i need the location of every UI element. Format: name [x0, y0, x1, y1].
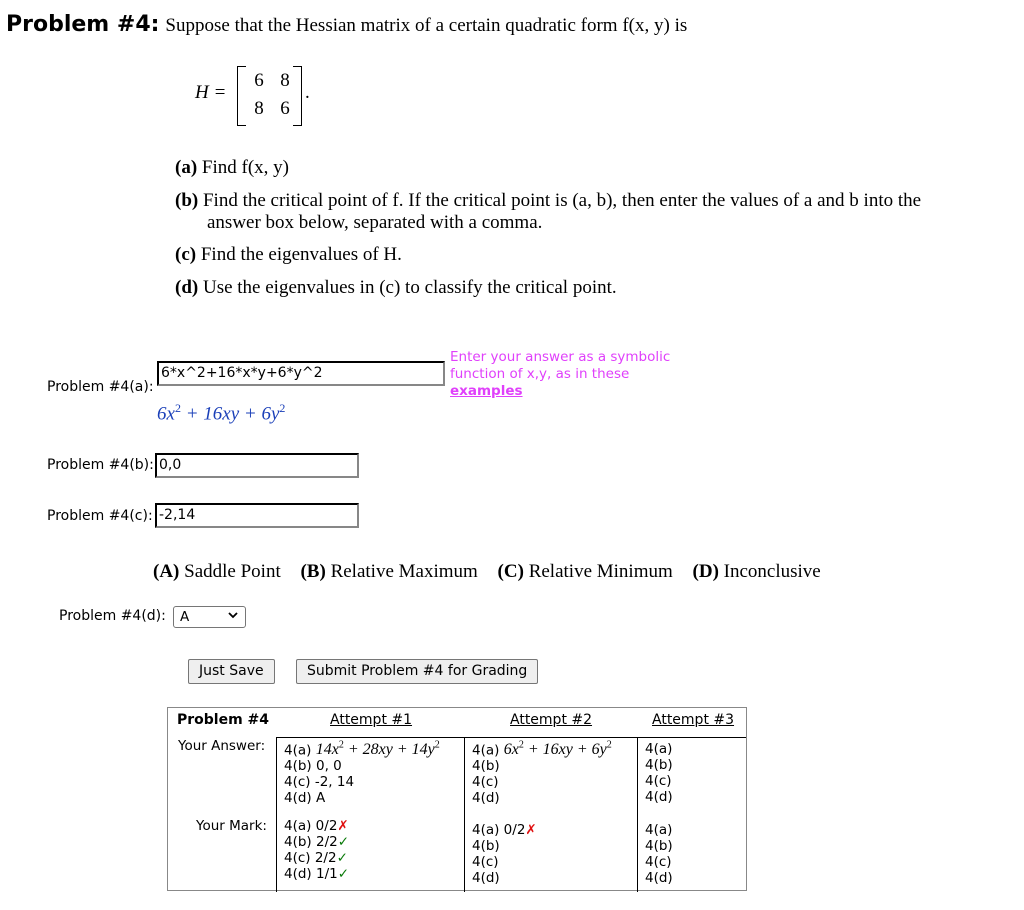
answer-a-preview: $6x^2 + 16xy + 6y^2$	[157, 401, 286, 425]
attempts-table-header: Problem #4	[177, 712, 270, 728]
wrong-icon: ✗	[525, 822, 537, 838]
examples-link[interactable]: examples	[450, 383, 523, 399]
problem-intro: Suppose that the Hessian matrix of a certain quadratic form f(x, y) is	[165, 15, 688, 36]
answer-b-label: Problem #4(b):	[47, 457, 154, 473]
attempt-2-marks: 4(a) 0/2✗ 4(b) 4(c) 4(d)	[472, 822, 537, 886]
check-icon: ✓	[337, 866, 350, 882]
attempt-1-answers: 4(a) $14x^2 + 28xy + 14y^2$ 4(b) 0, 0 4(c) -2, 14 4(d) A	[284, 740, 440, 807]
attempt-3-marks: 4(a) 4(b) 4(c) 4(d)	[645, 822, 673, 886]
matrix-cell: 6	[280, 98, 290, 119]
matrix-lhs: H =	[195, 82, 227, 103]
table-divider	[464, 738, 465, 892]
wrong-icon: ✗	[337, 818, 349, 834]
table-divider	[637, 738, 638, 892]
check-icon: ✓	[337, 834, 350, 850]
problem-number: Problem #4:	[6, 12, 160, 37]
matrix-cell: 6	[254, 70, 264, 91]
answer-d-select[interactable]: A	[173, 606, 246, 628]
answer-c-input[interactable]: -2,14	[155, 503, 359, 528]
matrix-cell: 8	[254, 98, 264, 119]
answer-c-label: Problem #4(c):	[47, 508, 153, 524]
answer-a-input[interactable]: 6*x^2+16*x*y+6*y^2	[157, 361, 445, 386]
your-mark-label: Your Mark:	[196, 818, 267, 834]
part-b: (b) Find the critical point of f. If the critical point is (a, b), then enter the values of a and b into the answer box below, separated with a comma.	[175, 190, 922, 233]
choice-b: (B) Relative Maximum	[300, 561, 478, 582]
matrix-left-bracket	[237, 66, 246, 126]
answer-d-label: Problem #4(d):	[59, 608, 166, 624]
attempt-1-link[interactable]: Attempt #1	[330, 712, 413, 728]
choice-d: (D) Inconclusive	[692, 561, 821, 582]
attempt-1-marks: 4(a) 0/2✗ 4(b) 2/2✓ 4(c) 2/2✓ 4(d) 1/1✓	[284, 818, 350, 882]
chevron-down-icon	[227, 608, 239, 626]
attempt-3-answers: 4(a) 4(b) 4(c) 4(d)	[645, 741, 673, 805]
choice-a: (A) Saddle Point	[153, 561, 281, 582]
answer-a-label: Problem #4(a):	[47, 379, 154, 395]
part-a: (a) Find f(x, y)	[175, 157, 289, 178]
your-answer-label: Your Answer:	[178, 738, 266, 754]
just-save-button[interactable]: Just Save	[188, 659, 275, 684]
classification-choices	[153, 561, 836, 583]
choice-c: (C) Relative Minimum	[497, 561, 673, 582]
attempts-table	[167, 707, 747, 891]
table-divider	[276, 738, 277, 892]
attempt-3-link[interactable]: Attempt #3	[652, 712, 735, 728]
answer-b-input[interactable]: 0,0	[155, 453, 359, 478]
matrix-right-bracket	[293, 66, 302, 126]
part-c: (c) Find the eigenvalues of H.	[175, 244, 402, 265]
part-d: (d) Use the eigenvalues in (c) to classify the critical point.	[175, 277, 617, 298]
matrix-period: .	[305, 82, 310, 103]
check-icon: ✓	[336, 850, 348, 866]
problem-header	[6, 12, 687, 37]
attempt-2-answers: 4(a) $6x^2 + 16xy + 6y^2$ 4(b) 4(c) 4(d)	[472, 740, 612, 807]
matrix-cell: 8	[280, 70, 290, 91]
answer-hint: Enter your answer as a symbolic function of x,y, as in these examples	[450, 349, 690, 400]
attempt-2-link[interactable]: Attempt #2	[510, 712, 593, 728]
submit-grading-button[interactable]: Submit Problem #4 for Grading	[296, 659, 538, 684]
